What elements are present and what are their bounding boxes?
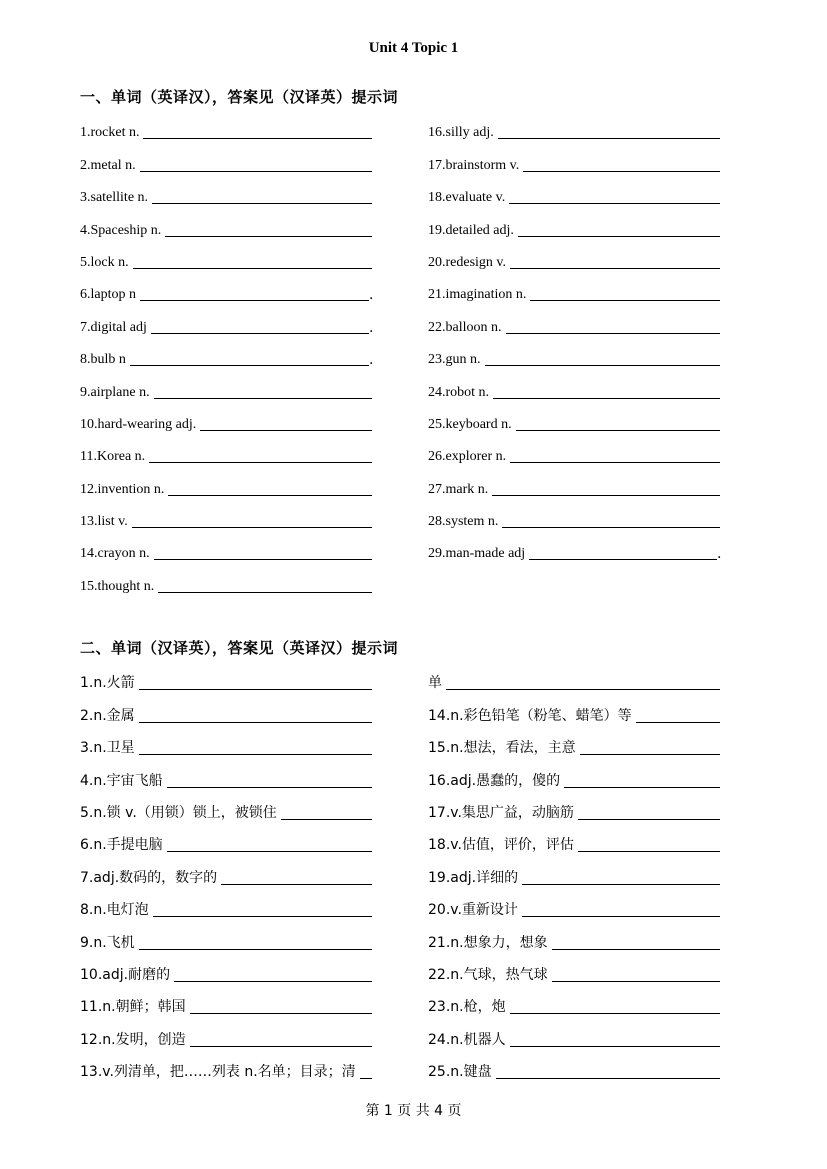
vocab-row xyxy=(80,240,372,272)
vocab-row xyxy=(80,855,372,887)
vocab-prompt: 6.n.手提电脑 xyxy=(80,837,163,854)
vocab-prompt: 21.n.想象力，想象 xyxy=(428,934,548,951)
vocab-prompt: 28.system n. xyxy=(428,514,499,530)
answer-blank[interactable] xyxy=(130,364,369,366)
vocab-row xyxy=(80,1050,372,1082)
vocab-row xyxy=(428,1050,720,1082)
answer-blank[interactable] xyxy=(578,850,720,852)
answer-blank[interactable] xyxy=(140,299,369,301)
vocab-prompt: 11.Korea n. xyxy=(80,449,146,465)
answer-blank[interactable] xyxy=(139,721,372,723)
answer-blank[interactable] xyxy=(498,137,720,139)
answer-blank[interactable] xyxy=(221,883,372,885)
vocab-prompt: 1.n.火箭 xyxy=(80,675,135,692)
answer-blank[interactable] xyxy=(516,429,720,431)
vocab-row xyxy=(80,337,372,369)
answer-blank[interactable] xyxy=(154,397,372,399)
trailing-period: . xyxy=(717,546,722,563)
answer-blank[interactable] xyxy=(564,786,720,788)
vocab-prompt: 10.adj.耐磨的 xyxy=(80,966,171,983)
vocab-prompt: 单 xyxy=(428,675,442,692)
vocab-row xyxy=(80,985,372,1017)
vocab-prompt: 15.n.想法，看法，主意 xyxy=(428,740,576,757)
vocab-row xyxy=(428,531,720,563)
vocab-prompt: 5.lock n. xyxy=(80,254,129,270)
vocab-row xyxy=(428,466,720,498)
answer-blank[interactable] xyxy=(153,915,372,917)
vocab-prompt: 6.laptop n xyxy=(80,287,136,303)
vocab-prompt: 8.bulb n xyxy=(80,352,126,368)
vocab-prompt: 29.man-made adj xyxy=(428,546,526,562)
vocab-prompt: 18.v.估值，评价，评估 xyxy=(428,837,574,854)
answer-blank[interactable] xyxy=(530,299,720,301)
page-title: Unit 4 Topic 1 xyxy=(368,40,459,56)
answer-blank[interactable] xyxy=(510,1045,720,1047)
vocab-row xyxy=(428,110,720,142)
vocab-row xyxy=(428,240,720,272)
vocab-row xyxy=(80,110,372,142)
vocab-row xyxy=(80,563,372,595)
vocab-prompt: 5.n.锁 v.（用锁）锁上，被锁住 xyxy=(80,804,277,821)
vocab-prompt: 15.thought n. xyxy=(80,578,155,594)
vocab-row xyxy=(428,888,720,920)
trailing-period: . xyxy=(369,352,374,369)
vocab-row xyxy=(80,434,372,466)
vocab-row xyxy=(80,888,372,920)
vocab-row xyxy=(428,791,720,823)
vocab-prompt: 17.brainstorm v. xyxy=(428,157,520,173)
vocab-prompt: 25.n.键盘 xyxy=(428,1064,492,1081)
answer-blank[interactable] xyxy=(529,558,717,560)
vocab-prompt: 9.airplane n. xyxy=(80,384,150,400)
vocab-prompt: 3.n.卫星 xyxy=(80,740,135,757)
answer-blank[interactable] xyxy=(552,980,720,982)
vocab-prompt: 16.silly adj. xyxy=(428,125,494,141)
answer-blank[interactable] xyxy=(133,267,372,269)
vocab-prompt: 11.n.朝鲜；韩国 xyxy=(80,999,186,1016)
vocab-prompt: 24.robot n. xyxy=(428,384,490,400)
answer-blank[interactable] xyxy=(510,461,720,463)
vocab-row xyxy=(80,369,372,401)
vocab-prompt: 4.Spaceship n. xyxy=(80,222,162,238)
vocab-row xyxy=(428,402,720,434)
vocab-row xyxy=(80,791,372,823)
vocab-prompt: 14.crayon n. xyxy=(80,546,150,562)
answer-blank[interactable] xyxy=(132,526,372,528)
vocab-prompt: 22.n.气球，热气球 xyxy=(428,966,548,983)
vocab-row xyxy=(428,661,720,693)
vocab-prompt: 13.list v. xyxy=(80,514,128,530)
vocab-row xyxy=(428,920,720,952)
vocab-prompt: 20.v.重新设计 xyxy=(428,902,518,919)
answer-blank[interactable] xyxy=(496,1077,720,1079)
vocab-prompt: 4.n.宇宙飞船 xyxy=(80,772,163,789)
vocab-row xyxy=(428,207,720,239)
answer-blank[interactable] xyxy=(139,688,372,690)
answer-blank[interactable] xyxy=(167,786,372,788)
vocab-prompt: 23.n.枪，炮 xyxy=(428,999,506,1016)
vocab-row xyxy=(80,142,372,174)
vocab-prompt: 13.v.列清单，把……列表 n.名单；目录；清 xyxy=(80,1064,356,1081)
answer-blank[interactable] xyxy=(636,721,720,723)
vocab-row xyxy=(80,693,372,725)
answer-blank[interactable] xyxy=(168,494,372,496)
vocab-row xyxy=(428,758,720,790)
vocab-prompt: 1.rocket n. xyxy=(80,125,140,141)
vocab-row xyxy=(428,855,720,887)
vocab-row xyxy=(80,272,372,304)
answer-blank[interactable] xyxy=(502,526,720,528)
answer-blank[interactable] xyxy=(493,397,720,399)
answer-blank[interactable] xyxy=(167,850,372,852)
answer-blank[interactable] xyxy=(174,980,372,982)
answer-blank[interactable] xyxy=(578,818,720,820)
vocab-prompt: 7.adj.数码的，数字的 xyxy=(80,869,218,886)
section2-left-column xyxy=(80,661,372,1082)
vocab-row xyxy=(80,726,372,758)
vocab-row xyxy=(428,693,720,725)
trailing-period: . xyxy=(369,287,374,304)
vocab-prompt: 16.adj.愚蠢的，傻的 xyxy=(428,772,561,789)
vocab-prompt: 21.imagination n. xyxy=(428,287,527,303)
vocab-prompt: 10.hard-wearing adj. xyxy=(80,416,197,432)
vocab-row xyxy=(80,758,372,790)
vocab-prompt: 19.detailed adj. xyxy=(428,222,514,238)
vocab-row xyxy=(80,823,372,855)
vocab-row xyxy=(80,207,372,239)
vocab-prompt: 26.explorer n. xyxy=(428,449,507,465)
page-footer: 第 1 页 共 4 页 xyxy=(365,1103,462,1119)
answer-blank[interactable] xyxy=(485,364,721,366)
vocab-row xyxy=(428,985,720,1017)
vocab-row xyxy=(428,1017,720,1049)
section1-left-column xyxy=(80,110,372,596)
vocab-prompt: 25.keyboard n. xyxy=(428,416,512,432)
section1-heading: 一、单词（英译汉），答案见（汉译英）提示词 xyxy=(80,88,399,106)
section2-heading: 二、单词（汉译英），答案见（英译汉）提示词 xyxy=(80,639,399,657)
answer-blank[interactable] xyxy=(158,591,372,593)
vocab-prompt: 3.satellite n. xyxy=(80,190,149,206)
answer-blank[interactable] xyxy=(518,235,720,237)
vocab-prompt: 12.n.发明，创造 xyxy=(80,1031,186,1048)
vocab-row xyxy=(80,661,372,693)
answer-blank[interactable] xyxy=(140,170,372,172)
answer-blank[interactable] xyxy=(143,137,372,139)
vocab-prompt: 23.gun n. xyxy=(428,352,481,368)
vocab-prompt: 8.n.电灯泡 xyxy=(80,902,149,919)
vocab-row xyxy=(428,337,720,369)
answer-blank[interactable] xyxy=(360,1077,372,1079)
answer-blank[interactable] xyxy=(154,558,372,560)
vocab-prompt: 27.mark n. xyxy=(428,481,489,497)
answer-blank[interactable] xyxy=(139,948,372,950)
answer-blank[interactable] xyxy=(580,753,720,755)
answer-blank[interactable] xyxy=(200,429,372,431)
vocab-row xyxy=(80,175,372,207)
answer-blank[interactable] xyxy=(522,915,720,917)
vocab-row xyxy=(428,304,720,336)
vocab-prompt: 19.adj.详细的 xyxy=(428,869,519,886)
vocab-prompt: 14.n.彩色铅笔（粉笔、蜡笔）等 xyxy=(428,707,632,724)
vocab-prompt: 17.v.集思广益，动脑筋 xyxy=(428,804,574,821)
answer-blank[interactable] xyxy=(492,494,720,496)
vocab-row xyxy=(80,920,372,952)
vocab-row xyxy=(80,953,372,985)
answer-blank[interactable] xyxy=(509,202,720,204)
vocab-prompt: 12.invention n. xyxy=(80,481,165,497)
vocab-prompt: 22.balloon n. xyxy=(428,319,502,335)
answer-blank[interactable] xyxy=(510,1012,720,1014)
vocab-row xyxy=(80,466,372,498)
vocab-row xyxy=(80,402,372,434)
answer-blank[interactable] xyxy=(190,1012,372,1014)
vocab-row xyxy=(428,953,720,985)
answer-blank[interactable] xyxy=(510,267,720,269)
vocab-prompt: 24.n.机器人 xyxy=(428,1031,506,1048)
answer-blank[interactable] xyxy=(139,753,372,755)
vocab-row xyxy=(428,434,720,466)
vocab-row xyxy=(428,499,720,531)
vocab-prompt: 9.n.飞机 xyxy=(80,934,135,951)
answer-blank[interactable] xyxy=(552,948,720,950)
answer-blank[interactable] xyxy=(151,332,369,334)
vocab-row xyxy=(80,531,372,563)
vocab-row xyxy=(80,304,372,336)
vocab-prompt: 20.redesign v. xyxy=(428,254,507,270)
answer-blank[interactable] xyxy=(446,688,720,690)
vocab-row xyxy=(80,499,372,531)
vocab-row xyxy=(428,369,720,401)
vocab-prompt: 7.digital adj xyxy=(80,319,147,335)
answer-blank[interactable] xyxy=(523,170,720,172)
answer-blank[interactable] xyxy=(506,332,721,334)
answer-blank[interactable] xyxy=(281,818,372,820)
vocab-prompt: 18.evaluate v. xyxy=(428,190,506,206)
vocab-row xyxy=(428,142,720,174)
section2-right-column xyxy=(428,661,720,1082)
vocab-row xyxy=(428,823,720,855)
vocab-prompt: 2.n.金属 xyxy=(80,707,135,724)
vocab-row xyxy=(80,1017,372,1049)
vocab-row xyxy=(428,175,720,207)
answer-blank[interactable] xyxy=(522,883,720,885)
vocab-prompt: 2.metal n. xyxy=(80,157,136,173)
trailing-period: . xyxy=(369,319,374,336)
answer-blank[interactable] xyxy=(152,202,372,204)
vocab-row xyxy=(428,272,720,304)
answer-blank[interactable] xyxy=(190,1045,372,1047)
answer-blank[interactable] xyxy=(165,235,372,237)
vocab-row xyxy=(428,726,720,758)
answer-blank[interactable] xyxy=(149,461,372,463)
section1-right-column xyxy=(428,110,720,563)
